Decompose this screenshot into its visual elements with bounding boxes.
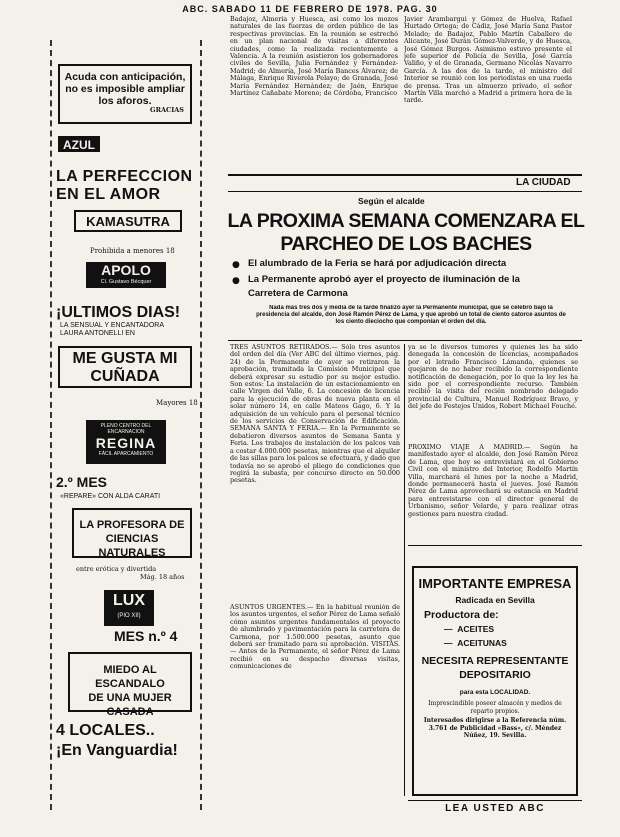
mes2-film (72, 508, 192, 558)
classified-ad (412, 566, 578, 796)
article-headline1: LA PROXIMA SEMANA COMENZARA EL (227, 210, 585, 232)
top-article-col2: Javier Arambargui y Gómez de Huelva, Rafael Hurtado Ortega; de Cádiz, José María Sanz Pastor Melado; de Badajoz, Pablo Martín Caballero de Alicante, José Durán Gómez-Valverde, y de Huesca, José Gómez Burgos. Asimismo estuvo presente el jefe superior de Policía de Sevilla, José García Valiño, y el de Granada, Germano Nicolás Navarro García. A las dos de la tarde, el ministro del Interior se reunió con los periodistas en una rueda de prensa. Tras un almuerzo privado, el señor Martín Villa marchó a Madrid a primera hora de la tarde. (404, 16, 572, 105)
lux-film1: MIEDO AL ESCANDALO (95, 664, 165, 690)
article-col2: ya se le diversos tumores y quienes les ha sido denegada la concesión de licencias, acompañados por el letrado Francisco Lámanda, quienes se quejaron de no haber recibido la correspondiente notificación de denegación, por lo que la ley les ha sido por el correspondiente recurso. También recibió la visita del recién nombrado delegado provincial de Cultura, Manuel Rodríguez Bravo, y del jefe de Festejos Unidos, Robert Michael Fouché. (408, 344, 578, 411)
intro-rule (228, 340, 582, 341)
regina-name: REGINA (95, 435, 157, 451)
regina-top2: ENCARNACION (107, 429, 145, 435)
section-rule (228, 174, 582, 176)
azul-title1: LA PERFECCION (56, 168, 193, 185)
mes2-film1: LA PROFESORA DE (79, 519, 185, 531)
article-intro: Nada más tres dos y media de la tarde finalizó ayer la Permanente municipal, que se celebró bajo la presidencia del alcalde, don José Ramón Pérez de Lama, y que aprobó un total de ciento catorce asuntos de los ciento dieciocho que componían el orden del día. (256, 305, 566, 325)
section-rule-bottom (228, 191, 582, 192)
apolo-film1: ME GUSTA MI (72, 350, 178, 367)
lux-mes: MES n.º 4 (114, 628, 178, 644)
article-col2b: PROXIMO VIAJE A MADRID.— Según ha manifestado ayer el alcalde, don José Ramón Pérez de Lama, que hoy se entrevistará en el Gobierno Civil con el ministro del Interior, Rodolfo Martín Villa, marchará el lunes por la noche a Madrid, donde permanecerá hasta el jueves. José Ramón Pérez de Lama aprovechará su estancia en Madrid para entrevistarse con el director general de Urbanismo, señor Velarde, y para realizar otras gestiones para nuestra ciudad. (408, 444, 578, 518)
apolo-line1: LA SENSUAL Y ENCANTADORA (60, 322, 164, 329)
lux-sub: (PIO XII) (117, 613, 141, 619)
article-bullet2a: La Permanente aprobó ayer el proyecto de iluminación de la (248, 274, 520, 285)
notice-line3: los aforos. (98, 95, 152, 107)
article-kicker: Según el alcalde (358, 196, 425, 206)
notice-line2: no es imposible ampliar (65, 83, 185, 95)
classified-req1: Imprescindible poseer almacén y medios de reparto propios. (428, 700, 562, 715)
classified-sub: Radicada en Sevilla (455, 595, 535, 605)
apolo-film2: CUÑADA (90, 368, 160, 385)
regina-top1: PLENO CENTRO DEL (100, 423, 152, 429)
notice-ad (58, 64, 192, 124)
classified-need2: DEPOSITARIO (459, 669, 531, 681)
bullet2-icon: ● (232, 276, 240, 286)
azul-film: KAMASUTRA (74, 210, 182, 232)
mes2-rating: Mág. 18 años (140, 573, 185, 581)
regina-logo (86, 420, 166, 464)
apolo-logo (86, 262, 166, 288)
locales-line2: ¡En Vanguardia! (56, 742, 178, 759)
lux-film3: CASADA (106, 706, 154, 718)
classified-req2: Interesados dirigirse a la Referencia núm. 3.761 de Publicidad «Bass», c/. Méndez Núñez, 19. Sevilla. (423, 717, 567, 739)
classified-producers: Productora de: (424, 609, 499, 621)
top-article-col1: Badajoz, Almería y Huesca, así como los mozos naturales de las fuerzas de orden público de las respectivas provincias. En la reunión se estrechó en un plan nacional de visitas a diferentes ciudades, como la realizada recientemente a Valencia. A la reunión asistieron los gobernadores civiles de Sevilla, Julia Fernández y Fernández-Madrid; de Almería, José María Bances Álvarez; de Málaga, Enrique Riverola Pelayo; de Granada, José María Fernández Hernández; de Jaén, Enrique Martínez Cañabate Moreno; de Córdoba, Francisco (230, 16, 398, 98)
lux-logo (104, 590, 154, 626)
mes2-title: 2.º MES (56, 474, 108, 490)
article-headline2: PARCHEO DE LOS BACHES (280, 233, 532, 255)
classified-title: IMPORTANTE EMPRESA (418, 576, 572, 591)
locales-line1: 4 LOCALES.. (56, 722, 155, 739)
lux-film2: DE UNA MUJER (88, 692, 172, 704)
classified-need1: NECESITA REPRESENTANTE (421, 655, 569, 667)
footer-text: LEA USTED ABC (445, 803, 545, 814)
regina-bottom: FÁCIL APARCAMIENTO (98, 451, 154, 457)
mes2-line2: entre erótica y divertida (76, 565, 157, 573)
article-col1b: ASUNTOS URGENTES.— En la habitual reunión de los asuntos urgentes, el señor Pérez de Lama señaló cómo asuntos urgentes fundamentales el proyecto de alumbrado y pavimentación para la carretera de Carmona, por 1.500.000 pesetas, asunto que deberá ser tramitado para su aprobación. VISITAS.— Antes de la Permanente, el señor Pérez de Lama recibió en su despacho diversas visitas, comunicaciones de (230, 604, 400, 671)
notice-line1: Acuda con anticipación, (64, 71, 186, 83)
article-bullet1: El alumbrado de la Feria se hará por adjudicación directa (248, 258, 507, 269)
section-label: LA CIUDAD (516, 177, 571, 188)
article-bullet2b: Carretera de Carmona (248, 288, 348, 299)
apolo-film (58, 346, 192, 388)
lux-name: LUX (113, 592, 145, 609)
classified-local: para esta LOCALIDAD. (459, 689, 531, 696)
left-ad-column-right-border (200, 40, 202, 810)
apolo-ultimos: ¡ULTIMOS DIAS! (56, 304, 181, 321)
classified-item2: — ACEITUNAS (444, 638, 507, 648)
azul-logo: AZUL (58, 136, 100, 152)
notice-sign: GRACIAS (150, 106, 184, 114)
article-col1: TRES ASUNTOS RETIRADOS.— Sólo tres asuntos del orden del día (Ver ABC del último viernes, pág. 24) de la Permanente de ayer se retiraron la aprobación, tramitada la Comisión Municipal que deberá expresar su estudio por su mejor estudio. Son estos: La instalación de un estacionamiento en calle Virgen del Valle, 6. La concesión de licencia para la ejecución de obras de nueva planta en el solar número 14, en calle Mateos Gago, 6. Y la adquisición de un vehículo para el personal técnico de los servicios de Conservación de Edificación. SEMANA SANTA Y FERIA.— En la Permanente se debatieron diversos asuntos de Semana Santa y Feria. Los trabajos de instalación de los palcos van a costar 4.000.000 pesetas, mientras que el alquiler de las sillas para los palcos se efectuará, y dado que todavía no se aprobó el pliego de condiciones que regirá la subasta, por concurso directo en 50.000 pesetas. (230, 344, 400, 485)
mes2-film2: CIENCIAS NATURALES (98, 533, 166, 559)
azul-title2: EN EL AMOR (56, 186, 161, 203)
apolo-address: Cl. Gustavo Bécquer (100, 279, 152, 285)
column-divider (404, 344, 405, 796)
apolo-name: APOLO (101, 262, 151, 278)
lux-film (68, 652, 192, 718)
apolo-line2: LAURA ANTONELLI EN (60, 330, 135, 337)
footer-rule (408, 800, 582, 801)
page-header: ABC. SABADO 11 DE FEBRERO DE 1978. PAG. 30 (182, 4, 438, 14)
classified-item1: — ACEITES (444, 624, 495, 634)
bullet1-icon: ● (232, 260, 240, 270)
mes2-line: «REPARE» CON ALDA CARATI (60, 493, 161, 500)
azul-rating: Prohibida a menores 18 (90, 247, 175, 255)
column-bottom-rule (408, 545, 582, 546)
apolo-rating: Mayores 18 (156, 399, 198, 407)
